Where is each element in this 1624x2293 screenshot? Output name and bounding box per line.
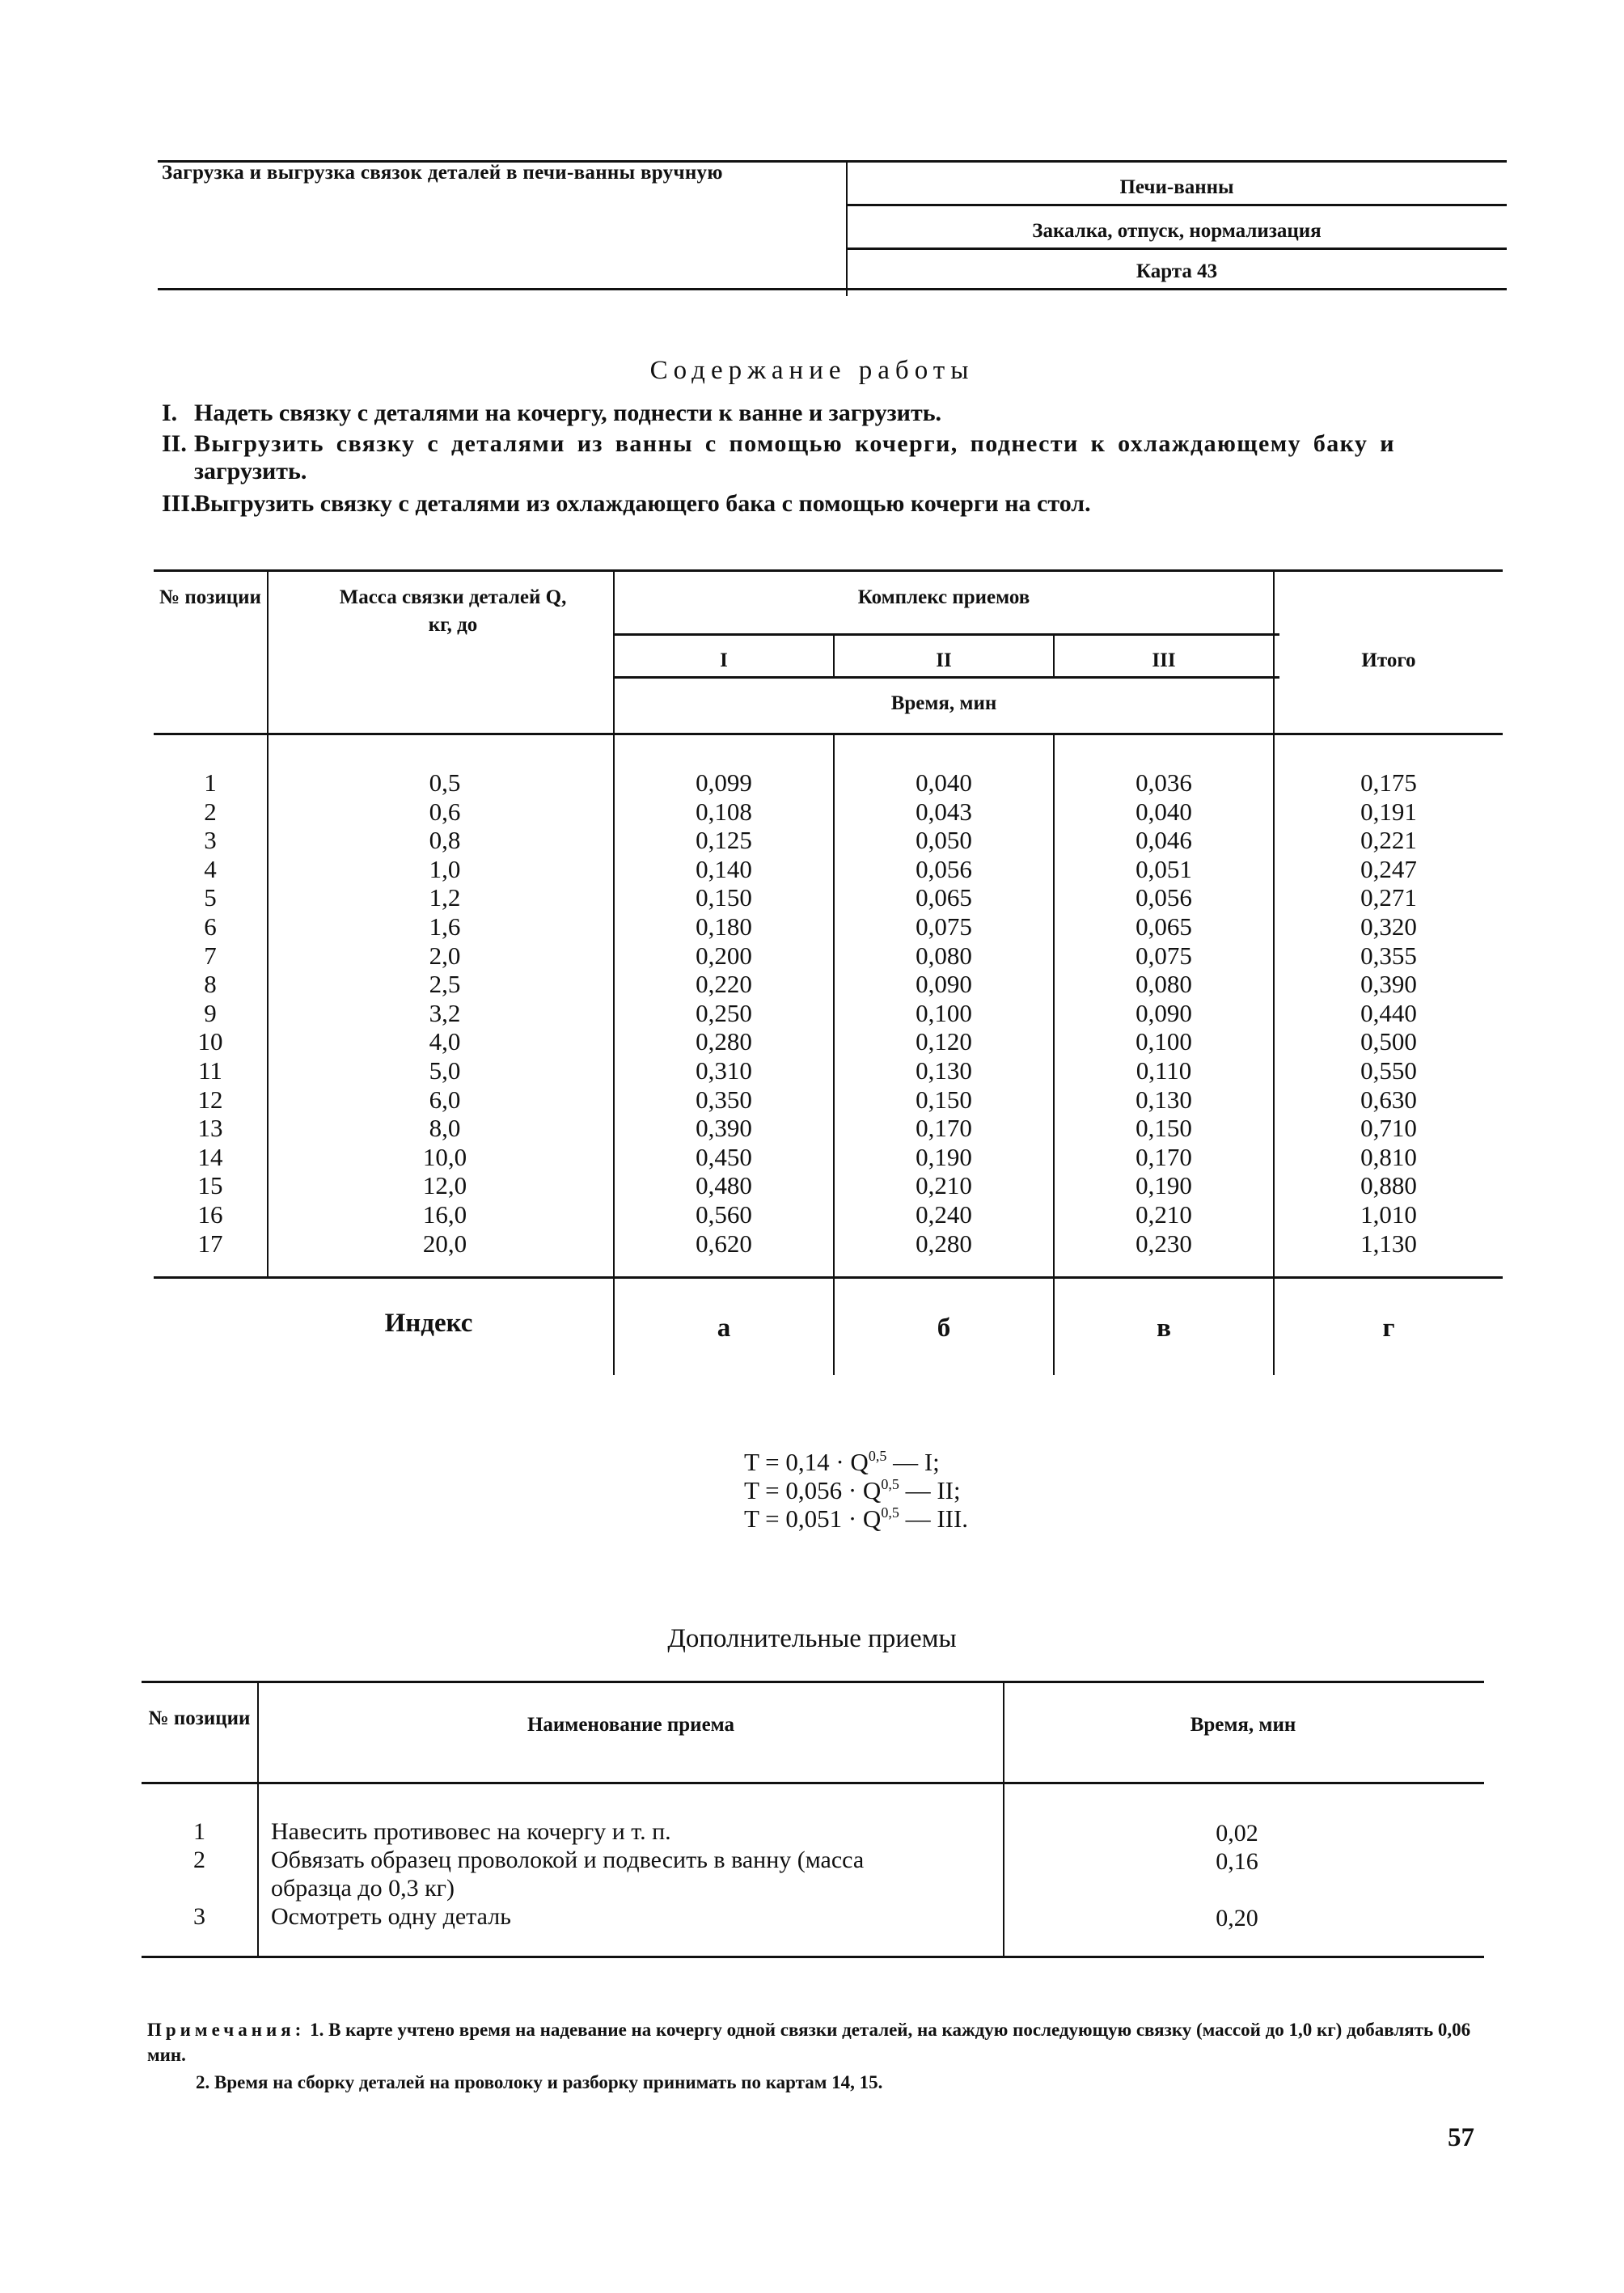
table-vline-1 [267,569,269,1276]
cell-time-2: 0,170 [916,1114,972,1143]
add-bottom-rule [142,1956,1484,1958]
note-1: 1. В карте учтено время на надевание на кочергу одной связки деталей, на каждую последующую связку (массой до 1,0 кг) добавлять 0,06 мин. [147,2020,1471,2065]
cell-time-2: 0,065 [916,883,972,912]
cell-time-1: 0,200 [696,941,752,970]
formula-exp: 0,5 [881,1476,899,1492]
cell-time-3: 0,036 [1136,768,1192,797]
header-complex: Комплекс приемов [857,586,1030,608]
formula-lhs: T = 0,056 · Q [744,1476,882,1504]
cell-time-1: 0,480 [696,1171,752,1200]
work-item-num: I. [162,400,178,426]
formula-3 [744,1499,968,1533]
cell-total: 0,880 [1360,1171,1417,1200]
cell-mass: 0,5 [429,768,461,797]
table-index-rule [154,1276,1503,1279]
cell-position: 2 [204,797,217,826]
cell-time-1: 0,150 [696,883,752,912]
cell-position: 16 [197,1199,223,1229]
cell-time-3: 0,130 [1136,1085,1192,1114]
index-g: г [1382,1314,1395,1343]
add-row-3-time: 0,20 [1216,1905,1258,1931]
cell-mass: 1,2 [429,883,461,912]
header-col-2: II [936,649,952,671]
cell-position: 10 [197,1027,223,1056]
header-operation: Загрузка и выгрузка связок деталей в печи-ванны вручную [162,162,723,184]
cell-position: 17 [197,1229,223,1258]
header-bottom-rule [158,288,1507,290]
cell-time-2: 0,280 [916,1229,972,1258]
cell-time-3: 0,080 [1136,970,1192,999]
header-position: № позиции [159,586,261,608]
add-row-1-time: 0,02 [1216,1820,1258,1847]
add-header-rule [142,1782,1484,1784]
cell-mass: 5,0 [429,1056,461,1085]
cell-mass: 20,0 [422,1229,467,1258]
cell-time-3: 0,065 [1136,912,1192,941]
cell-mass: 1,6 [429,912,461,941]
cell-total: 0,175 [1360,768,1417,797]
cell-total: 1,010 [1360,1199,1417,1229]
column-time-3 [1055,768,1273,1258]
cell-time-2: 0,120 [916,1027,972,1056]
cell-time-3: 0,170 [1136,1142,1192,1171]
cell-time-2: 0,190 [916,1142,972,1171]
cell-time-1: 0,280 [696,1027,752,1056]
cell-time-1: 0,140 [696,854,752,883]
formula-rhs: — I; [886,1448,940,1476]
table-complex-rule [615,633,1279,636]
cell-total: 0,390 [1360,970,1417,999]
cell-total: 0,500 [1360,1027,1417,1056]
cell-total: 0,550 [1360,1056,1417,1085]
cell-time-1: 0,560 [696,1199,752,1229]
cell-position: 1 [204,768,217,797]
formula-exp: 0,5 [868,1448,887,1464]
header-col-1: I [720,649,728,671]
cell-time-3: 0,075 [1136,941,1192,970]
cell-time-1: 0,125 [696,826,752,855]
add-top-rule [142,1681,1484,1683]
cell-mass: 12,0 [422,1171,467,1200]
cell-position: 4 [204,854,217,883]
cell-total: 0,320 [1360,912,1417,941]
cell-total: 1,130 [1360,1229,1417,1258]
formula-exp: 0,5 [881,1504,899,1521]
header-card: Карта 43 [1136,260,1218,282]
cell-total: 0,271 [1360,883,1417,912]
table-subcols-rule [615,676,1279,679]
header-divider [846,160,848,296]
note-2: 2. Время на сборку деталей на проволоку и разборку принимать по картам 14, 15. [196,2072,883,2092]
cell-time-3: 0,230 [1136,1229,1192,1258]
cell-position: 9 [204,998,217,1027]
cell-time-2: 0,090 [916,970,972,999]
cell-time-2: 0,130 [916,1056,972,1085]
cell-time-3: 0,090 [1136,998,1192,1027]
formula-rhs: — II; [899,1476,961,1504]
cell-time-3: 0,040 [1136,797,1192,826]
header-equipment: Печи-ванны [1119,176,1234,198]
cell-time-2: 0,210 [916,1171,972,1200]
cell-total: 0,355 [1360,941,1417,970]
add-row-2-name: Обвязать образец проволокой и подвесить в ванну (масса [271,1847,865,1873]
cell-time-2: 0,040 [916,768,972,797]
cell-mass: 8,0 [429,1114,461,1143]
cell-time-3: 0,190 [1136,1171,1192,1200]
cell-total: 0,191 [1360,797,1417,826]
work-item-text: Выгрузить связку с деталями из ванны с помощью кочерги, поднести к охлаждающему баку и [194,430,1395,457]
cell-time-2: 0,075 [916,912,972,941]
cell-position: 13 [197,1114,223,1143]
cell-time-1: 0,620 [696,1229,752,1258]
header-mass: Масса связки деталей Q, кг, до [339,586,567,636]
content-title: Содержание работы [649,356,975,385]
cell-time-2: 0,150 [916,1085,972,1114]
cell-position: 5 [204,883,217,912]
header-col-3: III [1152,649,1176,671]
cell-time-3: 0,056 [1136,883,1192,912]
add-row-1-num: 1 [193,1818,205,1845]
index-a: а [717,1314,731,1343]
add-header-time: Время, мин [1190,1714,1296,1736]
cell-time-1: 0,390 [696,1114,752,1143]
add-row-2-num: 2 [193,1847,205,1873]
column-time-2 [835,768,1053,1258]
add-row-3-name: Осмотреть одну деталь [271,1903,511,1930]
column-time-1 [615,768,833,1258]
cell-time-3: 0,051 [1136,854,1192,883]
cell-time-1: 0,310 [696,1056,752,1085]
work-item-text-cont: загрузить. [194,458,307,484]
add-row-2-name-cont: образца до 0,3 кг) [271,1875,455,1902]
cell-mass: 3,2 [429,998,461,1027]
cell-mass: 2,0 [429,941,461,970]
cell-total: 0,440 [1360,998,1417,1027]
cell-total: 0,630 [1360,1085,1417,1114]
cell-time-1: 0,450 [696,1142,752,1171]
cell-time-2: 0,050 [916,826,972,855]
header-rule-2 [846,247,1507,250]
cell-time-1: 0,108 [696,797,752,826]
cell-mass: 4,0 [429,1027,461,1056]
work-item-2 [162,432,1504,456]
index-v: в [1157,1314,1171,1343]
header-process: Закалка, отпуск, нормализация [1032,220,1322,242]
cell-time-2: 0,043 [916,797,972,826]
cell-mass: 0,8 [429,826,461,855]
add-header-position: № позиции [148,1707,251,1729]
index-b: б [937,1314,951,1343]
cell-time-3: 0,100 [1136,1027,1192,1056]
cell-position: 14 [197,1142,223,1171]
index-label: Индекс [384,1309,473,1338]
cell-position: 8 [204,970,217,999]
formula-rhs: — III. [899,1504,969,1533]
cell-time-1: 0,099 [696,768,752,797]
formula-lhs: T = 0,14 · Q [744,1448,869,1476]
header-time: Время, мин [890,692,997,714]
work-item-num: II. [162,430,187,457]
cell-position: 12 [197,1085,223,1114]
notes-1 [147,2017,1490,2067]
cell-total: 0,710 [1360,1114,1417,1143]
work-item-num: III. [162,490,197,517]
work-item-text: Выгрузить связку с деталями из охлаждающего бака с помощью кочерги на стол. [194,490,1091,517]
work-item-3 [162,492,1504,516]
cell-time-3: 0,210 [1136,1199,1192,1229]
cell-total: 0,247 [1360,854,1417,883]
cell-mass: 2,5 [429,970,461,999]
work-item-text: Надеть связку с деталями на кочергу, поднести к ванне и загрузить. [194,400,942,426]
cell-time-2: 0,056 [916,854,972,883]
cell-mass: 0,6 [429,797,461,826]
cell-total: 0,810 [1360,1142,1417,1171]
cell-mass: 1,0 [429,854,461,883]
cell-time-1: 0,250 [696,998,752,1027]
notes-label: Примечания: [147,2020,306,2040]
cell-time-1: 0,220 [696,970,752,999]
cell-position: 3 [204,826,217,855]
work-item-2-cont [194,459,307,484]
cell-time-2: 0,240 [916,1199,972,1229]
cell-position: 15 [197,1171,223,1200]
add-header-name: Наименование приема [527,1714,735,1736]
cell-mass: 6,0 [429,1085,461,1114]
formula-lhs: T = 0,051 · Q [744,1504,882,1533]
work-item-1 [162,401,1504,425]
add-row-1-name: Навесить противовес на кочергу и т. п. [271,1818,671,1845]
cell-mass: 16,0 [422,1199,467,1229]
additional-title: Дополнительные приемы [667,1624,957,1653]
notes-2 [196,2070,1538,2095]
cell-time-2: 0,100 [916,998,972,1027]
cell-time-3: 0,110 [1136,1056,1192,1085]
column-mass [324,768,566,1258]
cell-position: 11 [198,1056,222,1085]
add-row-3-num: 3 [193,1903,205,1930]
header-rule-1 [846,204,1507,206]
cell-time-1: 0,350 [696,1085,752,1114]
cell-time-3: 0,150 [1136,1114,1192,1143]
header-total: Итого [1361,649,1416,671]
cell-position: 6 [204,912,217,941]
table-top-rule [154,569,1503,572]
cell-time-3: 0,046 [1136,826,1192,855]
cell-time-1: 0,180 [696,912,752,941]
cell-mass: 10,0 [422,1142,467,1171]
cell-time-2: 0,080 [916,941,972,970]
table-header-bottom-rule [154,733,1503,735]
page-number: 57 [1448,2123,1474,2152]
cell-position: 7 [204,941,217,970]
column-positions [154,768,267,1258]
column-total [1275,768,1503,1258]
add-row-2-time: 0,16 [1216,1848,1258,1875]
cell-total: 0,221 [1360,826,1417,855]
